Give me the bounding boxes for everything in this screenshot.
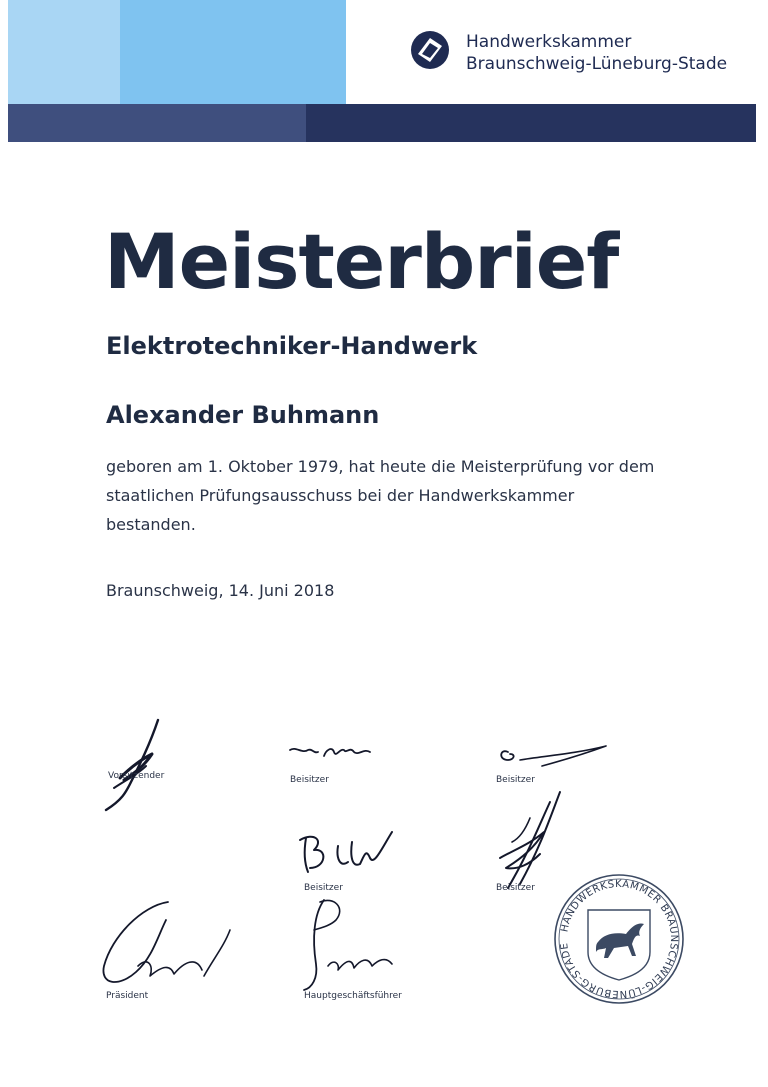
label-beisitzer-4: Beisitzer xyxy=(496,883,535,893)
label-hauptgeschaeftsfuehrer: Hauptgeschäftsführer xyxy=(304,991,402,1001)
statement-line-1: geboren am 1. Oktober 1979, hat heute die Meisterprüfung vor dem xyxy=(106,457,655,476)
seal-text: HANDWERKSKAMMER BRAUNSCHWEIG-LÜNEBURG-STADE xyxy=(559,878,680,1000)
signature-praesident xyxy=(92,896,242,992)
header-dark-band xyxy=(8,104,756,142)
chamber-seal xyxy=(552,872,686,1006)
trade-name: Elektrotechniker-Handwerk xyxy=(106,332,478,360)
holder-name: Alexander Buhmann xyxy=(106,401,380,429)
hwk-logo-icon xyxy=(410,30,450,70)
organization-name xyxy=(466,31,756,75)
organization-name-line1: Handwerkskammer xyxy=(466,32,632,52)
certificate-statement xyxy=(106,452,706,539)
label-beisitzer-2: Beisitzer xyxy=(496,775,535,785)
statement-line-2: staatlichen Prüfungsausschuss bei der Handwerkskammer xyxy=(106,486,575,505)
organization-name-line2: Braunschweig-Lüneburg-Stade xyxy=(466,54,728,74)
signature-beisitzer-1 xyxy=(288,740,378,770)
certificate-title: Meisterbrief xyxy=(104,217,619,306)
place-and-date: Braunschweig, 14. Juni 2018 xyxy=(106,581,335,600)
signature-hauptgeschaeftsfuehrer xyxy=(294,894,404,994)
label-beisitzer-3: Beisitzer xyxy=(304,883,343,893)
label-beisitzer-1: Beisitzer xyxy=(290,775,329,785)
signature-vorsitzender xyxy=(100,714,170,814)
label-praesident: Präsident xyxy=(106,991,149,1001)
label-vorsitzender: Vorsitzender xyxy=(108,771,165,781)
statement-line-3: bestanden. xyxy=(106,515,196,534)
signature-beisitzer-3 xyxy=(294,828,398,878)
